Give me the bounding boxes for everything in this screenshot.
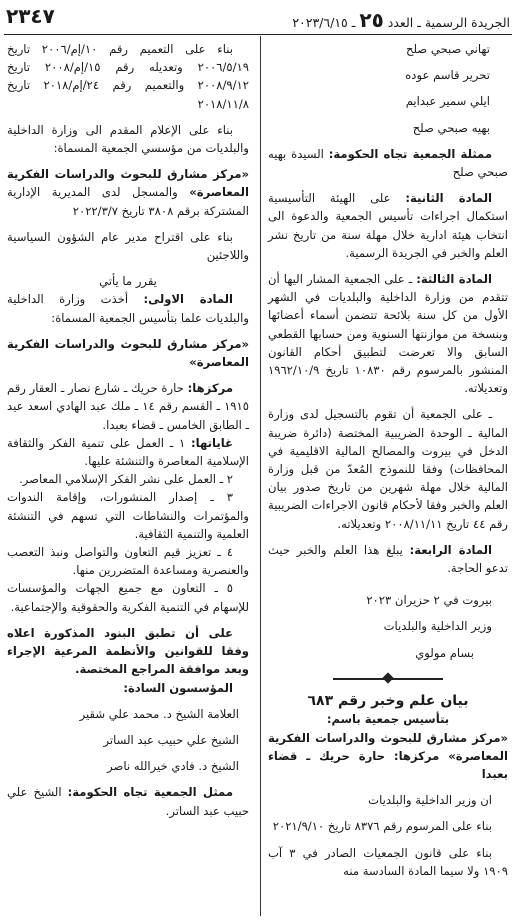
article-four: المادة الرابعة: يبلغ هذا العلم والخبر حيث تدعو الحاجة. (268, 542, 508, 576)
article-two: المادة الثانية: على الهيئة التأسيسية استكمال اجراءات تأسيس الجمعية والدعوة الى انتخاب هيئة ادارية خلال مهلة سنة من تاريخ نشر العلم والخبر في الجريدة الرسمية. (268, 191, 508, 260)
based-on-proposal: بناء على اقتراح مدير عام الشؤون السياسية واللاجئين (7, 229, 249, 263)
goal-item: ٥ ـ التعاون مع جميع الجهات والمؤسسات للإسهام في التنمية الفكرية والحقوقية والإجتماعية. (7, 581, 249, 614)
signature-title: وزير الداخلية والبلديات (383, 619, 492, 634)
journal-name: الجريدة الرسمية ـ العدد (387, 15, 510, 30)
section-separator (268, 670, 508, 688)
compliance-clause: على أن تطبق البنود المذكورة اعلاه وفقا للقوانين والأنظمة المرعية الإجراء وبعد موافقة المراجع المختصة. (7, 625, 249, 677)
decides-heading: يقرر ما يأتي (99, 274, 157, 289)
founder-name: الشيخ علي حبيب عبد الساتر (103, 732, 239, 747)
article-three-tax: ـ على الجمعية أن تقوم بالتسجيل لدى وزارة المالية ـ الوحدة الضريبية المختصة (دائرة ضريبة الدخل في بيروت والمصالح المالية الاقليمية في المحافظات) وفقا للنموذج المُعدّ من قبل وزارة المالية خلال مهلة شهرين من تاريخ صدور بيان العلم والخبر وفقا لأحكام قانون الاجراءات الضريبية رقم ٤٤ تاريخ ٢٠٠٨/١١/١١ وتعديلاته. (268, 407, 508, 531)
government-representative: ممثل الجمعية تجاه الحكومة: الشيخ علي حبيب عبد الساتر. (7, 785, 249, 818)
based-on-decree: بناء على المرسوم رقم ٨٣٧٦ تاريخ ٢٠٢١/٩/١٠ (272, 819, 492, 834)
journal-issue-line (292, 8, 510, 32)
page-number: ٢٣٤٧ (6, 4, 55, 28)
headquarters: مركزها: حارة حريك ـ شارع نصار ـ العقار رقم ١٩١٥ ـ القسم رقم ١٤ ـ ملك عبد الهادي اسعد عيد ـ الطابق الخامس ـ قضاء بعبدا. (7, 381, 249, 432)
founder-name: بهيه صبحي صلح (412, 120, 490, 135)
minister-line: ان وزير الداخلية والبلديات (368, 793, 492, 808)
goal-item: ٢ ـ العمل على نشر الفكر الإسلامي المعاصر. (19, 472, 233, 487)
header-divider (4, 34, 512, 35)
right-column (268, 40, 508, 880)
article-one: المادة الاولى: أخذت وزارة الداخلية والبلديات علما بتأسيس الجمعية المسماة: (7, 292, 249, 325)
notice-title: بيان علم وخبر رقم ٦٨٣ (307, 693, 469, 710)
association-registration: «مركز مشارق للبحوث والدراسات الفكرية المعاصرة» والمسجل لدى المديرية الإدارية المشتركة برقم ٣٨٠٨ تاريخ ٢٠٢٢/٣/٧ (7, 167, 250, 218)
signature-name: بسام مولوي (415, 645, 474, 660)
column-divider (260, 36, 261, 916)
issue-number: ٢٥ (359, 8, 384, 32)
issue-date: ـ ٢٠٢٣/٦/١٥ (292, 15, 356, 30)
goal-item: ٤ ـ تعزيز قيم التعاون والتواصل ونبذ التعصب والعنصرية ومساعدة المتضررين منها. (7, 545, 249, 578)
based-on-law: بناء على قانون الجمعيات الصادر في ٣ آب ١٩٠٩ ولا سيما المادة السادسة منه (268, 845, 508, 878)
article-three: المادة الثالثة: ـ على الجمعية المشار اليها أن تتقدم من وزارة الداخلية والبلديات في الشهر الأول من كل سنة بلائحة تتضمن أسماء أعضائها وبنسخة من موازنتها السنوية ومن حسابها القطعي السابق والا تعرضت لتطبيق أحكام القانون المنشور بالمرسوم رقم ١٠٨٣٠ تاريخ ١٩٦٢/١٠/٩ وتعديلاته. (268, 272, 508, 396)
founder-name: الشيخ د. فادي خيرالله ناصر (107, 759, 239, 774)
founders-heading: المؤسسون السادة: (123, 680, 233, 695)
founders-list (7, 705, 249, 776)
based-on-notification: بناء على الإعلام المقدم الى وزارة الداخلية والبلديات من مؤسسي الجمعية المسماة: (7, 122, 249, 156)
page-header (0, 0, 516, 34)
notice-subtitle: بتأسيس جمعية باسم: (326, 712, 450, 727)
government-representative: ممثلة الجمعية تجاه الحكومة: السيدة بهيه صبحي صلح (268, 146, 508, 180)
notice-association-name: «مركز مشارق للبحوث والدراسات الفكرية المعاصرة» مركزها: حارة حريك ـ قضاء بعبدا (268, 730, 508, 781)
founders-list-top (268, 40, 508, 137)
founder-name: ايلي سمير عبدايم (405, 94, 490, 109)
founder-name: العلامة الشيخ د. محمد علي شقير (79, 706, 239, 721)
goal-item: غاياتها: ١ ـ العمل على تنمية الفكر والثقافة الإسلامية المعاصرة والتنشئة عليها. (7, 435, 249, 469)
founder-name: تحرير قاسم عوده (405, 68, 490, 83)
founder-name: تهاني صبحي صلح (405, 42, 490, 56)
left-column (7, 40, 249, 820)
signature-date: بيروت في ٢ حزيران ٢٠٢٣ (366, 593, 492, 608)
association-name: «مركز مشارق للبحوث والدراسات الفكرية المعاصرة» (7, 336, 249, 370)
based-on-circulars: بناء على التعميم رقم ١٠/إم/٢٠٠٦ تاريخ ٢٠٠٦/٥/١٩ وتعديله رقم ١٥/إم/٢٠٠٨ تاريخ ٢٠٠٨/٩/١٢ والتعميم رقم ٢٤/إم/٢٠١٨ تاريخ ٢٠١٨/١١/٨ (7, 42, 249, 111)
goal-item: ٣ ـ إصدار المنشورات، وإقامة الندوات والمؤتمرات والنشاطات التي تسهم في التنشئة العلمية والتنمية الثقافية. (7, 490, 249, 541)
